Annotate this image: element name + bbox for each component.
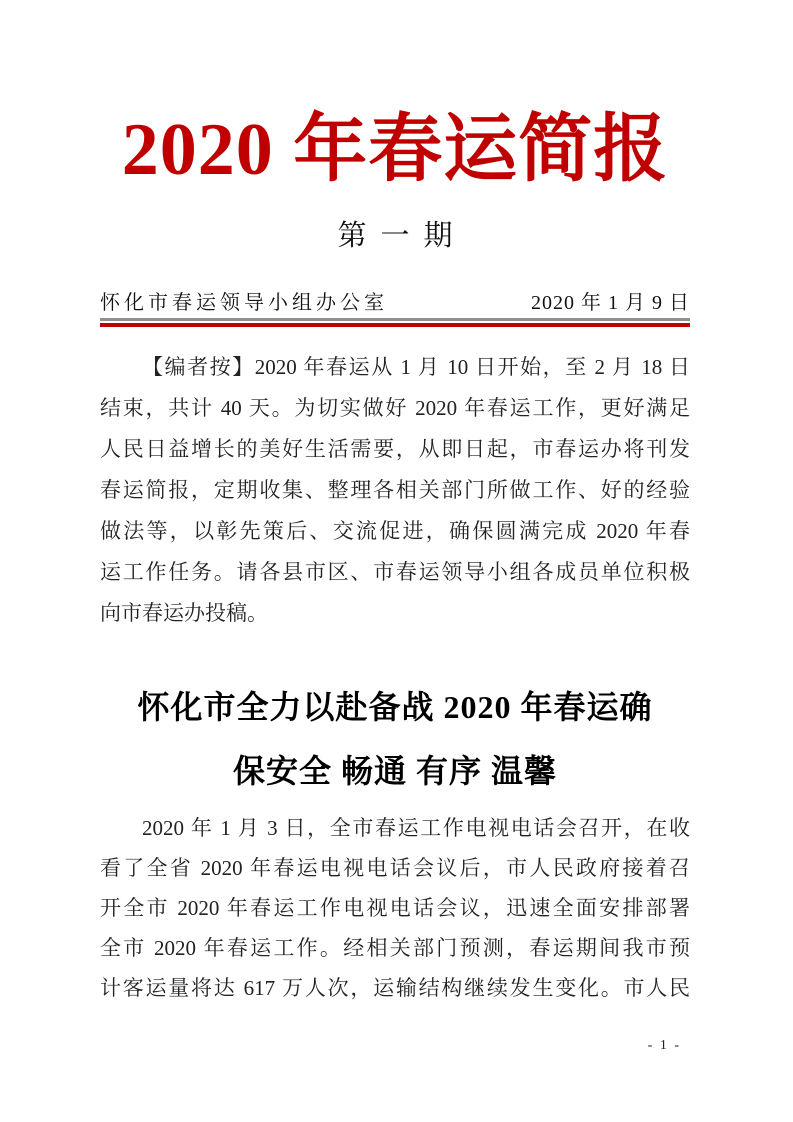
article-body-line: 2020 年 1 月 3 日，全市春运工作电视电话会召开，在收 (142, 816, 690, 840)
article-body-line: 开全市 2020 年春运工作电视电话会议，迅速全面安排部署 (100, 896, 690, 920)
article-body-line: 全市 2020 年春运工作。经相关部门预测，春运期间我市预 (100, 936, 690, 960)
editor-note-line: 结束，共计 40 天。为切实做好 2020 年春运工作，更好满足 (100, 396, 690, 420)
editor-note-line: 【编者按】2020 年春运从 1 月 10 日开始，至 2 月 18 日 (142, 355, 690, 379)
issue-label: 第一期 (337, 220, 467, 252)
editor-note-line: 人民日益增长的美好生活需要，从即日起，市春运办将刊发 (100, 437, 690, 461)
article-heading (100, 675, 690, 803)
editor-note-line: 向市春运办投稿。 (100, 601, 268, 625)
document-title: 2020 年春运简报 (121, 109, 669, 191)
article-body-line: 看了全省 2020 年春运电视电话会议后，市人民政府接着召 (100, 856, 690, 880)
masthead-divider-rule (100, 318, 690, 327)
editor-note-line: 做法等，以彰先策后、交流促进，确保圆满完成 2020 年春 (100, 519, 690, 543)
article-heading-line: 保安全 畅通 有序 温馨 (232, 753, 557, 789)
masthead (100, 290, 690, 316)
article-body-line: 计客运量将达 617 万人次，运输结构继续发生变化。市人民 (100, 976, 690, 1000)
page-number: - 1 - (647, 1038, 681, 1053)
masthead-date: 2020 年 1 月 9 日 (531, 292, 690, 314)
article-heading-line: 怀化市全力以赴备战 2020 年春运确 (137, 689, 653, 725)
editor-note-line: 春运简报，定期收集、整理各相关部门所做工作、好的经验 (100, 478, 690, 502)
article-body-paragraph (100, 808, 690, 1008)
masthead-office: 怀化市春运领导小组办公室 (100, 292, 388, 314)
editor-note-paragraph (100, 347, 690, 634)
editor-note-line: 运工作任务。请各县市区、市春运领导小组各成员单位积极 (100, 560, 690, 584)
